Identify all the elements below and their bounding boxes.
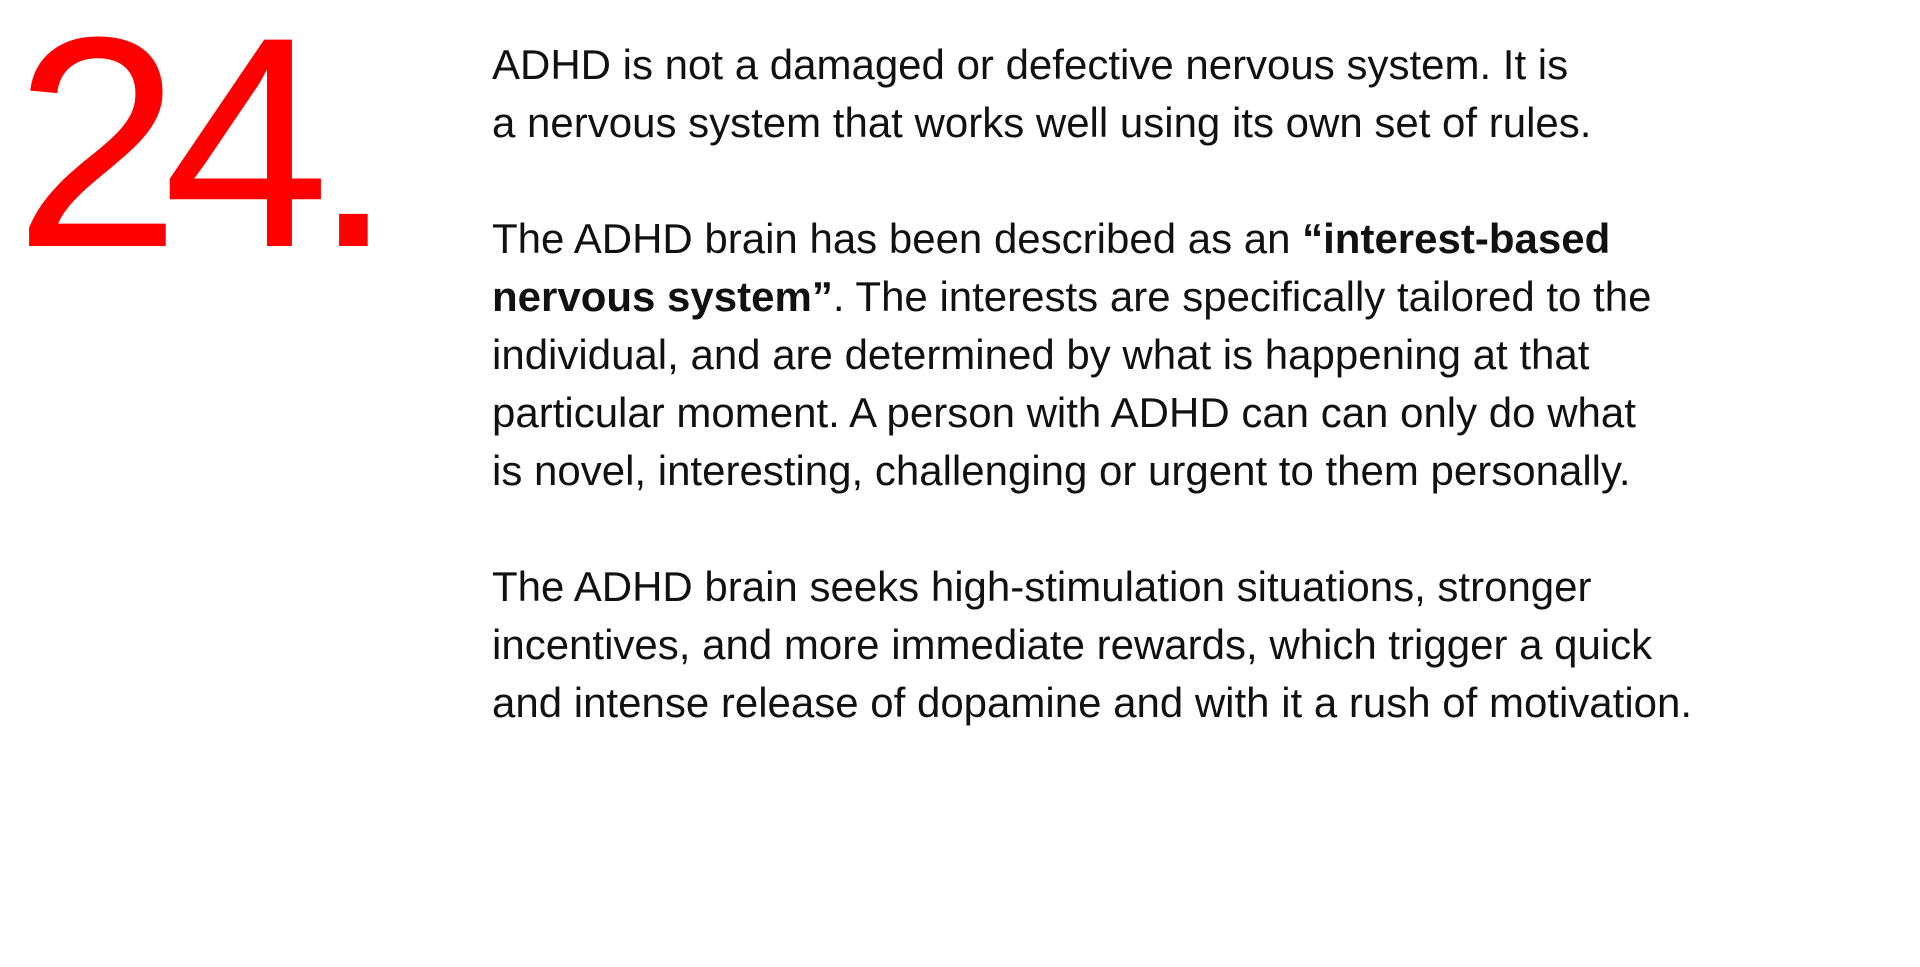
paragraph-1: [492, 36, 1792, 152]
body-text: [492, 36, 1792, 790]
page-number: 24.: [14, 0, 378, 310]
paragraph-2: [492, 210, 1792, 500]
paragraph-2-line-3: individual, and are determined by what is happening at that: [492, 331, 1590, 378]
interest-based-phrase-start: “interest-based: [1302, 215, 1611, 262]
paragraph-3-line-1: The ADHD brain seeks high-stimulation situations, stronger: [492, 563, 1592, 610]
paragraph-3-line-3: and intense release of dopamine and with it a rush of motivation.: [492, 679, 1693, 726]
paragraph-2-line-1-text: The ADHD brain has been described as an: [492, 215, 1303, 262]
paragraph-2-line-5: is novel, interesting, challenging or urgent to them personally.: [492, 447, 1631, 494]
interest-based-phrase-end: nervous system”: [492, 273, 833, 320]
paragraph-1-line-2: a nervous system that works well using its own set of rules.: [492, 99, 1592, 146]
paragraph-2-line-4: particular moment. A person with ADHD can can only do what: [492, 389, 1636, 436]
paragraph-3-line-2: incentives, and more immediate rewards, which trigger a quick: [492, 621, 1653, 668]
paragraph-3: [492, 558, 1792, 732]
paragraph-2-line-2-text: . The interests are specifically tailored to the: [832, 273, 1652, 320]
paragraph-2-line-1: [492, 210, 1792, 268]
paragraph-2-line-2: [492, 268, 1792, 326]
paragraph-1-line-1: ADHD is not a damaged or defective nervous system. It is: [492, 41, 1569, 88]
